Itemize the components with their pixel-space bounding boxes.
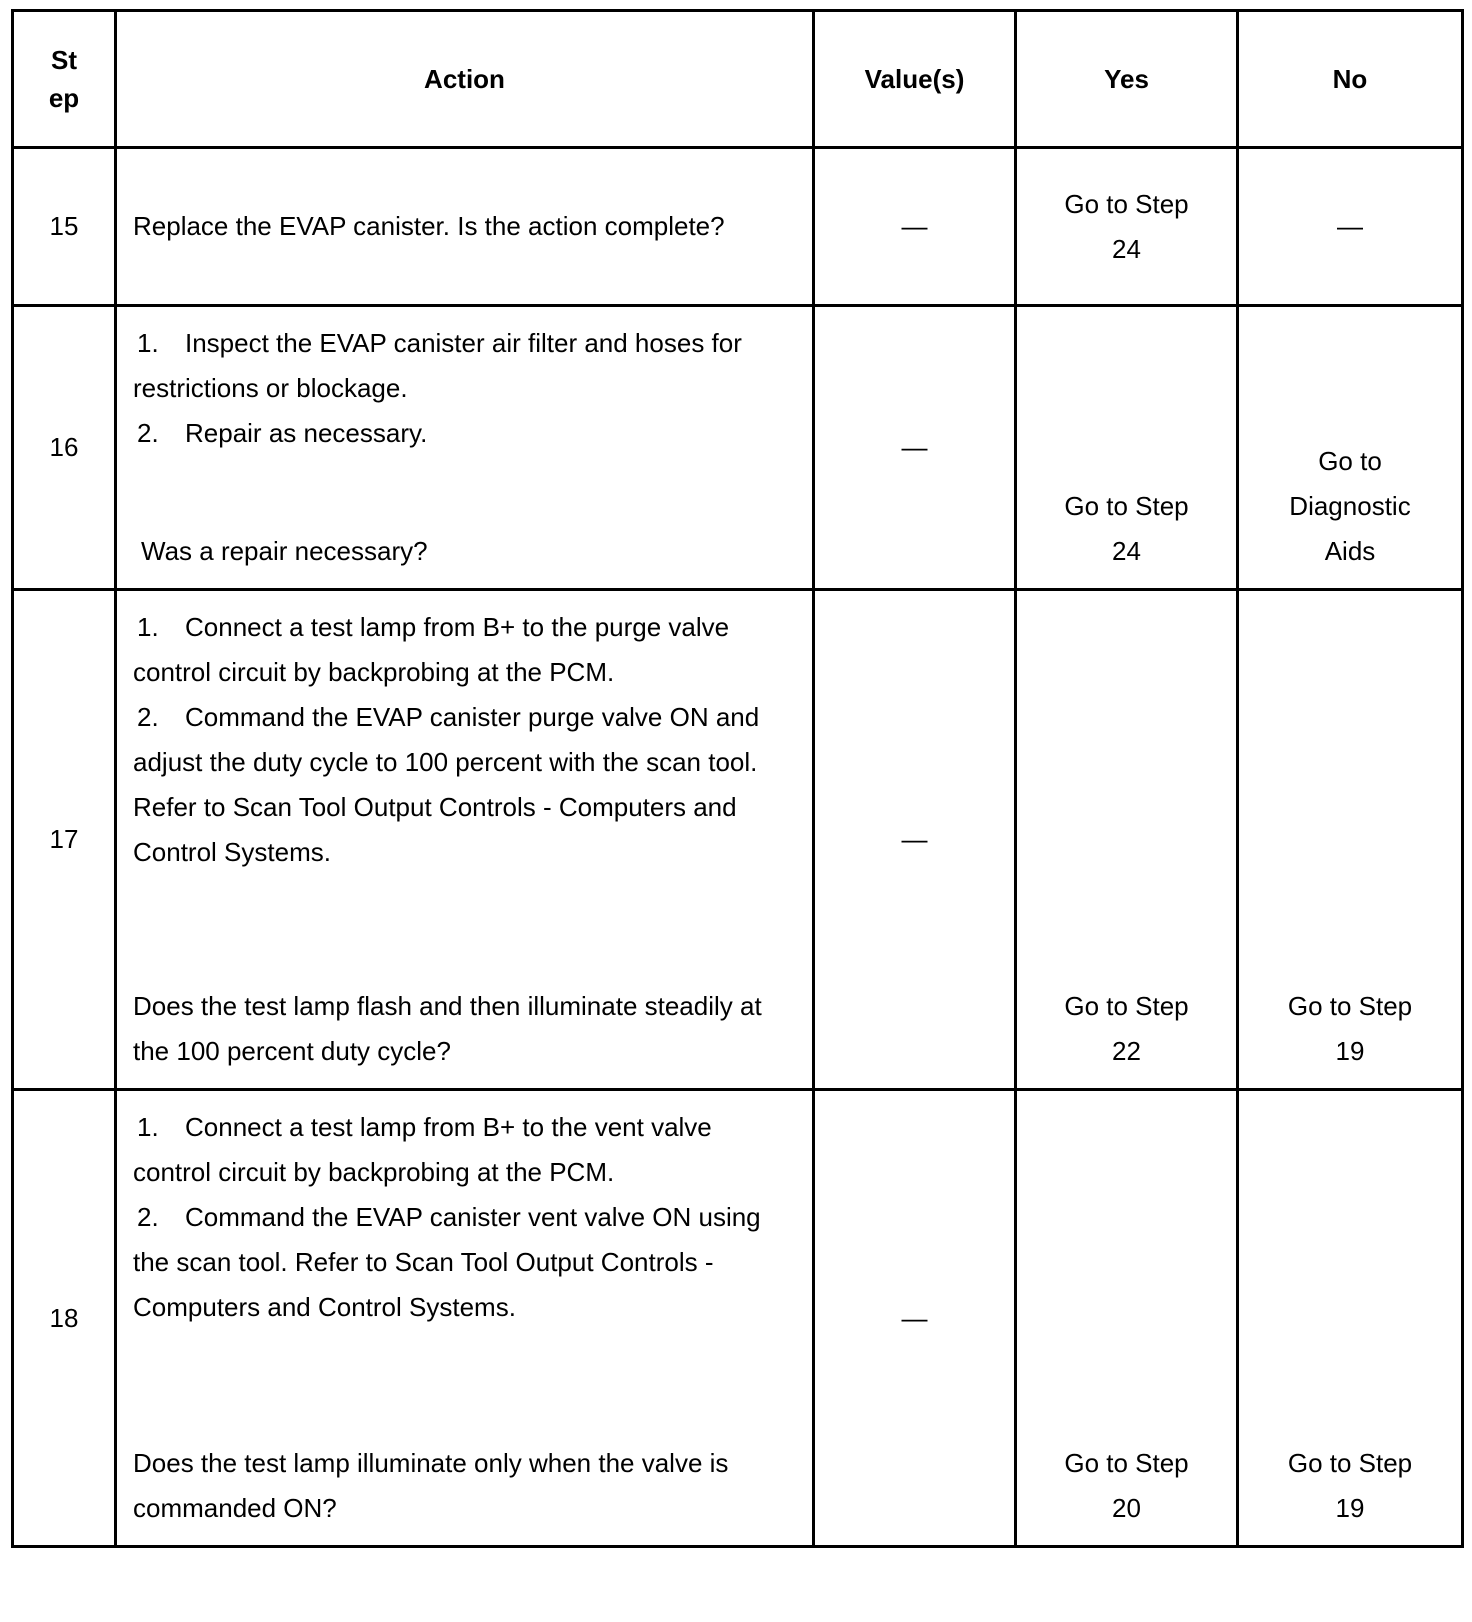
header-no: No bbox=[1238, 11, 1463, 148]
yes-result bbox=[1016, 1090, 1238, 1547]
yes-text: Go to Step 24 bbox=[1064, 491, 1189, 566]
instruction-list bbox=[117, 307, 812, 456]
yes-result bbox=[1016, 148, 1238, 306]
instruction-list bbox=[117, 591, 812, 875]
yes-result bbox=[1016, 590, 1238, 1090]
action-cell bbox=[116, 590, 814, 1090]
no-text: Go to Diagnostic Aids bbox=[1289, 446, 1411, 566]
action-cell bbox=[116, 306, 814, 590]
no-result bbox=[1238, 306, 1463, 590]
step-number: 18 bbox=[13, 1090, 116, 1547]
table-row bbox=[13, 1090, 1463, 1547]
yes-text: Go to Step 22 bbox=[1064, 991, 1189, 1066]
value-cell: — bbox=[814, 306, 1016, 590]
step-number: 17 bbox=[13, 590, 116, 1090]
yes-text: Go to Step 24 bbox=[1064, 188, 1189, 264]
instruction-item: 1. Inspect the EVAP canister air filter and hoses for restrictions or blockage. bbox=[133, 328, 742, 403]
no-result bbox=[1238, 590, 1463, 1090]
step-number: 16 bbox=[13, 306, 116, 590]
header-action: Action bbox=[116, 11, 814, 148]
instruction-item: 1. Connect a test lamp from B+ to the vent valve control circuit by backprobing at the PCM. bbox=[133, 1112, 712, 1187]
action-cell bbox=[116, 148, 814, 306]
no-result: — bbox=[1238, 148, 1463, 306]
no-text: Go to Step 19 bbox=[1287, 1448, 1413, 1523]
table-row bbox=[13, 590, 1463, 1090]
value-cell: — bbox=[814, 1090, 1016, 1547]
question-text: Was a repair necessary? bbox=[141, 536, 428, 566]
diagnostic-table bbox=[11, 9, 1464, 1548]
yes-result bbox=[1016, 306, 1238, 590]
header-step: St ep bbox=[13, 11, 116, 148]
question-text: Does the test lamp flash and then illuminate steadily at the 100 percent duty cycle? bbox=[133, 991, 762, 1066]
question-text: Does the test lamp illuminate only when the valve is commanded ON? bbox=[133, 1448, 729, 1523]
header-row bbox=[13, 11, 1463, 148]
instruction-item: 1. Connect a test lamp from B+ to the purge valve control circuit by backprobing at the PCM. bbox=[133, 612, 730, 687]
value-cell: — bbox=[814, 148, 1016, 306]
header-values: Value(s) bbox=[814, 11, 1016, 148]
yes-text: Go to Step 20 bbox=[1064, 1448, 1189, 1523]
no-result bbox=[1238, 1090, 1463, 1547]
instruction-list bbox=[117, 1091, 812, 1330]
instruction-item: 2. Repair as necessary. bbox=[137, 418, 428, 448]
value-cell: — bbox=[814, 590, 1016, 1090]
no-text: Go to Step 19 bbox=[1287, 991, 1413, 1066]
table-row bbox=[13, 148, 1463, 306]
table-row bbox=[13, 306, 1463, 590]
instruction-item: 2. Command the EVAP canister vent valve ON using the scan tool. Refer to Scan Tool Output Controls - Computers and Control Systems. bbox=[133, 1202, 761, 1322]
step-number: 15 bbox=[13, 148, 116, 306]
header-yes: Yes bbox=[1016, 11, 1238, 148]
instruction-item: 2. Command the EVAP canister purge valve ON and adjust the duty cycle to 100 percent with the scan tool. Refer to Scan Tool Output Controls - Computers and Control Systems. bbox=[133, 702, 760, 867]
question-text: Replace the EVAP canister. Is the action complete? bbox=[133, 211, 725, 241]
action-cell bbox=[116, 1090, 814, 1547]
